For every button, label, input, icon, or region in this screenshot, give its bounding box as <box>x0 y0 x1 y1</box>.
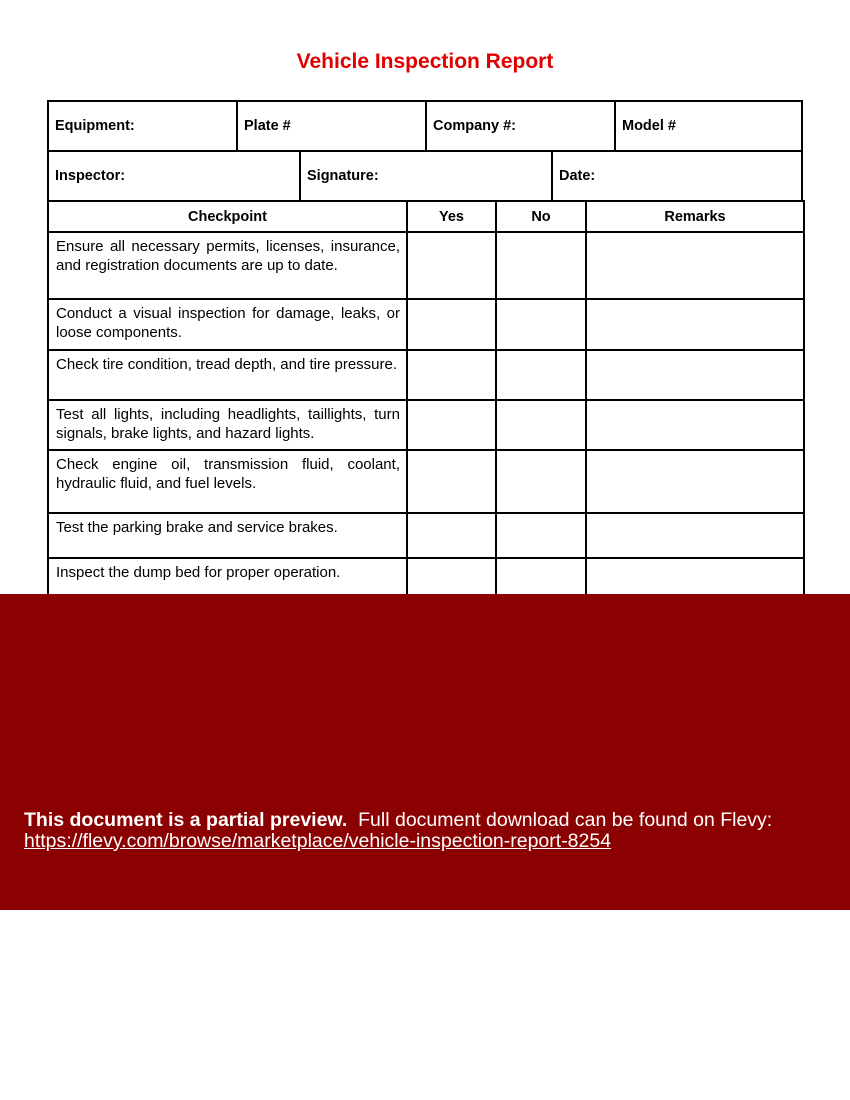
company-field[interactable] <box>427 102 616 150</box>
remarks-cell[interactable] <box>586 350 804 400</box>
table-row <box>48 350 804 400</box>
table-row <box>48 299 804 350</box>
signature-field[interactable] <box>301 152 553 200</box>
checkpoint-cell: Test all lights, including headlights, taillights, turn signals, brake lights, and hazard lights. <box>48 400 407 450</box>
no-cell[interactable] <box>496 232 586 299</box>
inspection-form <box>47 100 803 607</box>
yes-cell[interactable] <box>407 350 496 400</box>
checklist-table <box>47 200 805 607</box>
table-row <box>48 513 804 558</box>
checkpoint-header: Checkpoint <box>48 201 407 232</box>
date-field[interactable] <box>553 152 801 200</box>
header-row-equipment <box>47 100 803 150</box>
yes-header: Yes <box>407 201 496 232</box>
equipment-field[interactable] <box>49 102 238 150</box>
checkpoint-cell: Test the parking brake and service brakes. <box>48 513 407 558</box>
plate-field[interactable] <box>238 102 427 150</box>
yes-cell[interactable] <box>407 232 496 299</box>
no-cell[interactable] <box>496 450 586 513</box>
date-label: Date: <box>559 168 596 184</box>
company-label: Company #: <box>433 118 516 134</box>
model-field[interactable] <box>616 102 801 150</box>
flevy-download-link[interactable]: https://flevy.com/browse/marketplace/vehicle-inspection-report-8254 <box>24 830 612 852</box>
checkpoint-cell: Conduct a visual inspection for damage, leaks, or loose components. <box>48 299 407 350</box>
inspector-field[interactable] <box>49 152 301 200</box>
table-row <box>48 400 804 450</box>
inspector-label: Inspector: <box>55 168 126 184</box>
page-title: Vehicle Inspection Report <box>296 50 554 73</box>
preview-banner <box>0 594 850 910</box>
preview-message <box>24 810 772 852</box>
plate-label: Plate # <box>244 118 291 134</box>
checkpoint-cell: Check engine oil, transmission fluid, coolant, hydraulic fluid, and fuel levels. <box>48 450 407 513</box>
remarks-cell[interactable] <box>586 450 804 513</box>
table-row <box>48 232 804 299</box>
remarks-header: Remarks <box>586 201 804 232</box>
yes-cell[interactable] <box>407 299 496 350</box>
no-cell[interactable] <box>496 400 586 450</box>
yes-cell[interactable] <box>407 513 496 558</box>
remarks-cell[interactable] <box>586 513 804 558</box>
checkpoint-cell: Ensure all necessary permits, licenses, insurance, and registration documents are up to date. <box>48 232 407 299</box>
equipment-label: Equipment: <box>55 118 135 134</box>
remarks-cell[interactable] <box>586 232 804 299</box>
checkpoint-cell: Inspect the dump bed for proper operation. <box>48 558 407 606</box>
header-row-inspector <box>47 150 803 200</box>
model-label: Model # <box>622 118 676 134</box>
remarks-cell[interactable] <box>586 400 804 450</box>
table-row <box>48 450 804 513</box>
remarks-cell[interactable] <box>586 299 804 350</box>
preview-bold-text: This document is a partial preview. <box>24 809 348 831</box>
no-header: No <box>496 201 586 232</box>
no-cell[interactable] <box>496 350 586 400</box>
no-cell[interactable] <box>496 299 586 350</box>
preview-text: Full document download can be found on Flevy: <box>358 809 773 831</box>
checklist-header-row <box>48 201 804 232</box>
signature-label: Signature: <box>307 168 379 184</box>
yes-cell[interactable] <box>407 450 496 513</box>
yes-cell[interactable] <box>407 400 496 450</box>
checkpoint-cell: Check tire condition, tread depth, and tire pressure. <box>48 350 407 400</box>
no-cell[interactable] <box>496 513 586 558</box>
